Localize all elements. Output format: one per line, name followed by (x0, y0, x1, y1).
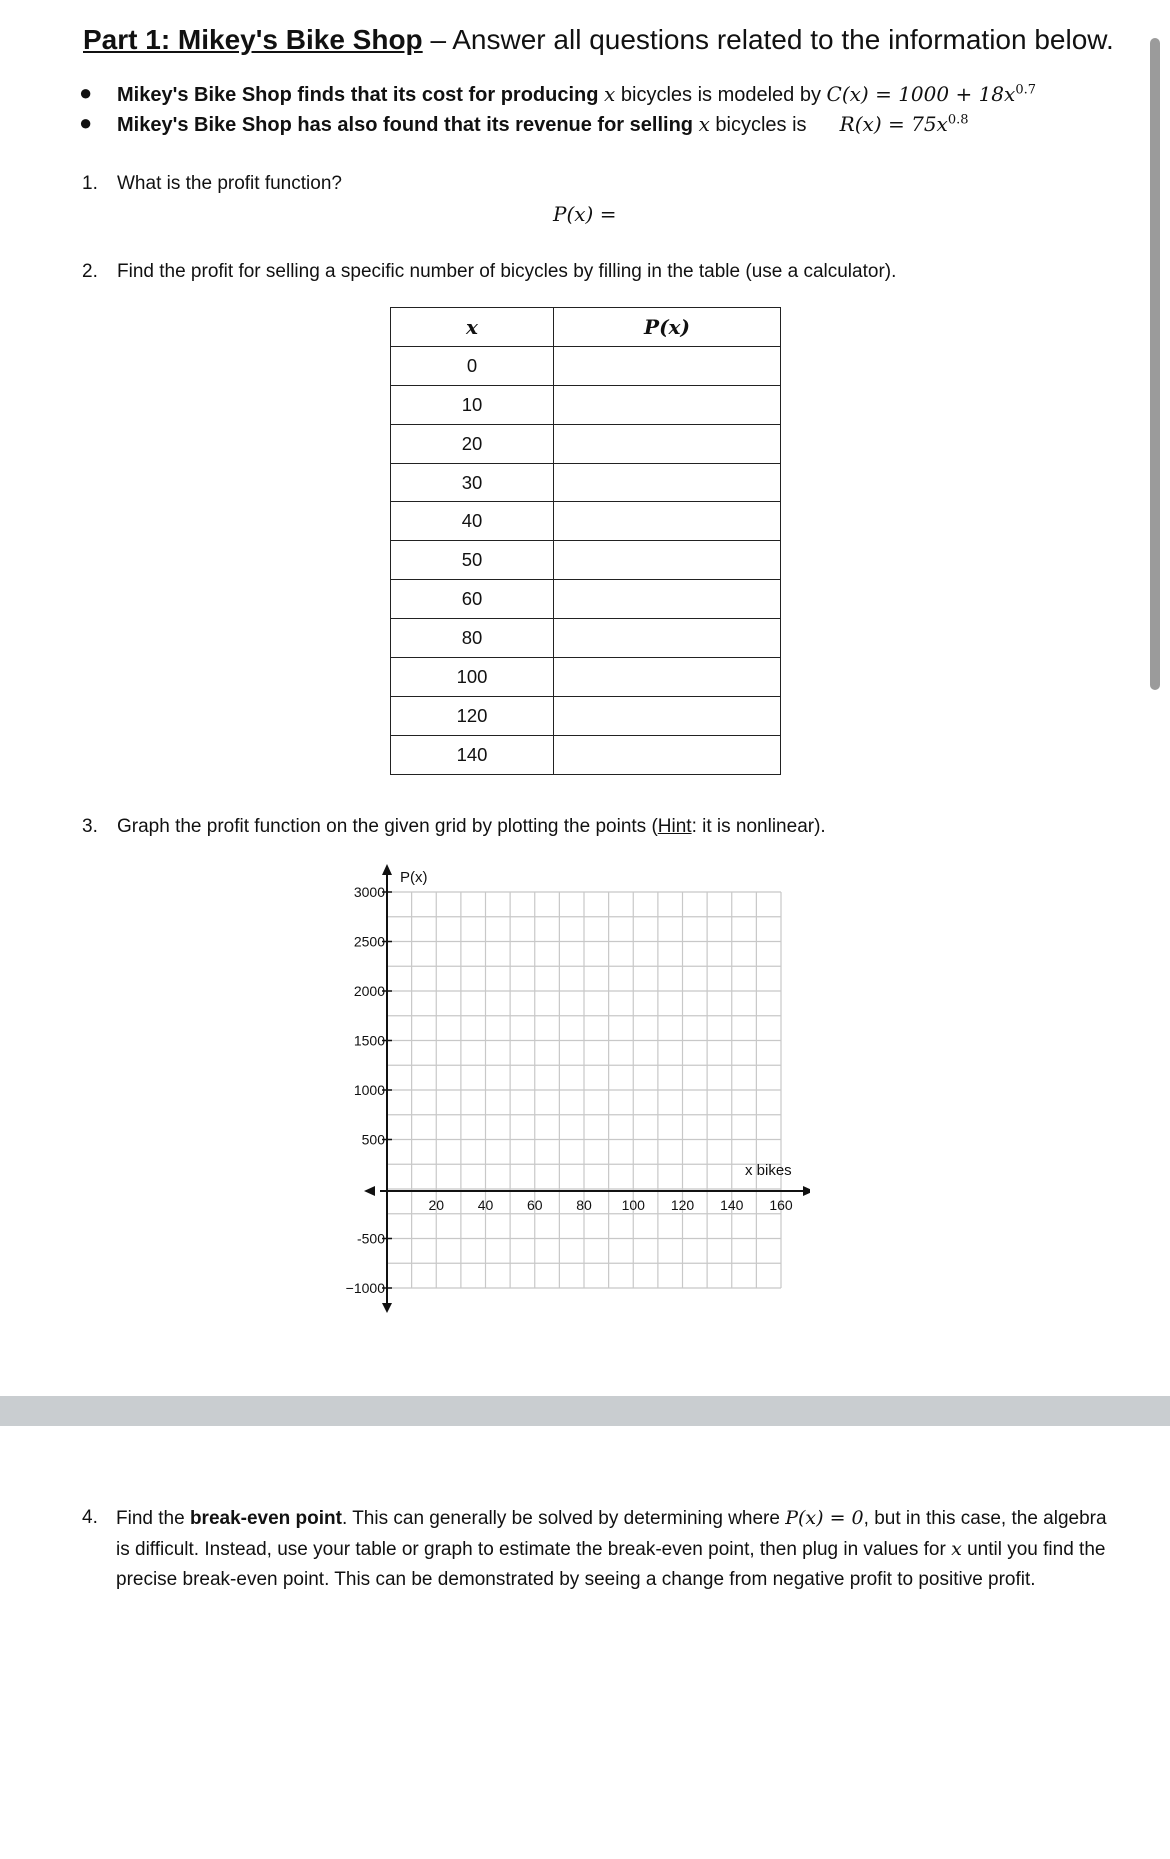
x-axis-arrow-right (803, 1186, 810, 1196)
table-cell-x: 100 (391, 658, 554, 697)
y-tick-label: 2000 (353, 983, 385, 999)
x-axis-arrow-left (364, 1186, 375, 1196)
q3-hint: Hint (657, 816, 692, 837)
q1-number: 1. (82, 173, 98, 194)
q4-number: 4. (82, 1507, 98, 1528)
bullet-dot: ● (79, 110, 93, 135)
q3-text (117, 816, 826, 838)
table-cell-x: 40 (391, 502, 554, 541)
part-label: Part 1: Mikey's Bike Shop (83, 24, 423, 55)
y-tick-label: 500 (361, 1131, 385, 1148)
x-tick-label: 140 (720, 1197, 744, 1213)
scrollbar[interactable] (1150, 38, 1160, 690)
revenue-bullet (117, 112, 969, 137)
cost-var: x (604, 82, 616, 106)
y-tick-label: -500 (356, 1230, 385, 1247)
table-cell-x: 10 (391, 385, 554, 424)
table-cell-x: 50 (391, 541, 554, 580)
table-header-px: P(x) (554, 308, 781, 347)
revenue-var: x (698, 112, 710, 136)
y-tick-labels (346, 884, 392, 1296)
table-cell-x: 30 (391, 463, 554, 502)
table-row (391, 580, 781, 619)
bullet-dot: ● (79, 80, 93, 105)
x-tick-label: 100 (621, 1197, 645, 1213)
cost-formula: C(x) = 1000 + 18x (826, 82, 1016, 106)
q4-math-1: P(x) = 0 (785, 1507, 864, 1529)
table-cell-profit[interactable] (554, 385, 781, 424)
revenue-bullet-rest: bicycles is (715, 114, 807, 136)
revenue-bullet-text: Mikey's Bike Shop has also found that its revenue for selling (117, 114, 693, 136)
table-row (391, 735, 781, 774)
title-instruction: – Answer all questions related to the information below. (430, 24, 1114, 55)
table-cell-x: 0 (391, 346, 554, 385)
q4-text-a: Find the (116, 1508, 190, 1529)
y-axis-arrow-down (382, 1303, 392, 1313)
cost-exponent: 0.7 (1015, 82, 1036, 98)
table-cell-profit[interactable] (554, 541, 781, 580)
table-row (391, 541, 781, 580)
table-cell-x: 140 (391, 735, 554, 774)
x-tick-label: 20 (428, 1197, 445, 1213)
q4-text-d: until you find the precise break-even point. This can be demonstrated by seeing a change from negative profit to positive profit. (116, 1539, 1106, 1590)
revenue-exponent: 0.8 (947, 112, 969, 128)
axes (361, 864, 810, 1313)
table-row (391, 619, 781, 658)
x-tick-label: 60 (526, 1197, 543, 1213)
x-tick-label: 160 (769, 1197, 793, 1213)
table-row (391, 502, 781, 541)
table-cell-x: 20 (391, 424, 554, 463)
profit-graph (330, 860, 810, 1320)
page-divider (0, 1396, 1170, 1426)
profit-table (390, 307, 781, 775)
table-cell-profit[interactable] (554, 580, 781, 619)
table-row (391, 696, 781, 735)
cost-bullet (117, 82, 1036, 107)
graph-grid (387, 892, 781, 1288)
table-cell-profit[interactable] (554, 658, 781, 697)
q4-text-c: , but in this case, the algebra is difficult. Instead, use your table or graph to estimate the break-even point, then plug in values for (116, 1508, 1107, 1560)
y-tick-label: 1500 (353, 1032, 385, 1049)
table-cell-profit[interactable] (554, 735, 781, 774)
q1-text: What is the profit function? (117, 173, 342, 194)
y-axis-label: P(x) (400, 869, 428, 886)
x-tick-labels (428, 1197, 792, 1213)
table-row (391, 658, 781, 697)
y-tick-label: 2500 (353, 933, 385, 950)
q3-text-before: Graph the profit function on the given grid by plotting the points ( (117, 816, 658, 837)
page-title (83, 24, 1114, 56)
table-header-x: x (391, 308, 554, 347)
q3-number: 3. (82, 816, 98, 837)
q4-text (116, 1503, 1116, 1595)
profit-function-label: P(x) = (553, 202, 617, 226)
y-tick-label: −1000 (345, 1280, 385, 1296)
table-row (391, 463, 781, 502)
q4-bold: break-even point (189, 1508, 342, 1529)
y-tick-label: 3000 (353, 884, 385, 900)
q4-math-2: x (951, 1538, 962, 1560)
table-row (391, 346, 781, 385)
x-tick-label: 120 (670, 1197, 695, 1213)
revenue-formula: R(x) = 75x (839, 112, 948, 136)
table-cell-x: 60 (391, 580, 554, 619)
table-cell-x: 120 (391, 696, 554, 735)
y-tick-label: 1000 (353, 1082, 385, 1098)
x-tick-label: 40 (477, 1197, 494, 1213)
q4-text-b: . This can generally be solved by determining where (341, 1508, 786, 1529)
table-row (391, 385, 781, 424)
q2-number: 2. (82, 261, 98, 282)
table-cell-profit[interactable] (554, 619, 781, 658)
y-axis-arrow-up (382, 864, 392, 875)
x-tick-label: 80 (576, 1197, 592, 1213)
cost-bullet-text: Mikey's Bike Shop finds that its cost for producing (117, 84, 599, 106)
table-cell-profit[interactable] (554, 502, 781, 541)
table-cell-profit[interactable] (554, 346, 781, 385)
table-cell-profit[interactable] (554, 424, 781, 463)
table-row (391, 424, 781, 463)
q3-text-after: : it is nonlinear). (691, 816, 826, 837)
table-cell-x: 80 (391, 619, 554, 658)
q2-text: Find the profit for selling a specific number of bicycles by filling in the table (use a calculator). (117, 261, 897, 282)
table-cell-profit[interactable] (554, 696, 781, 735)
table-cell-profit[interactable] (554, 463, 781, 502)
x-axis-label: x bikes (745, 1162, 792, 1179)
cost-bullet-rest: bicycles is modeled by (620, 84, 821, 106)
